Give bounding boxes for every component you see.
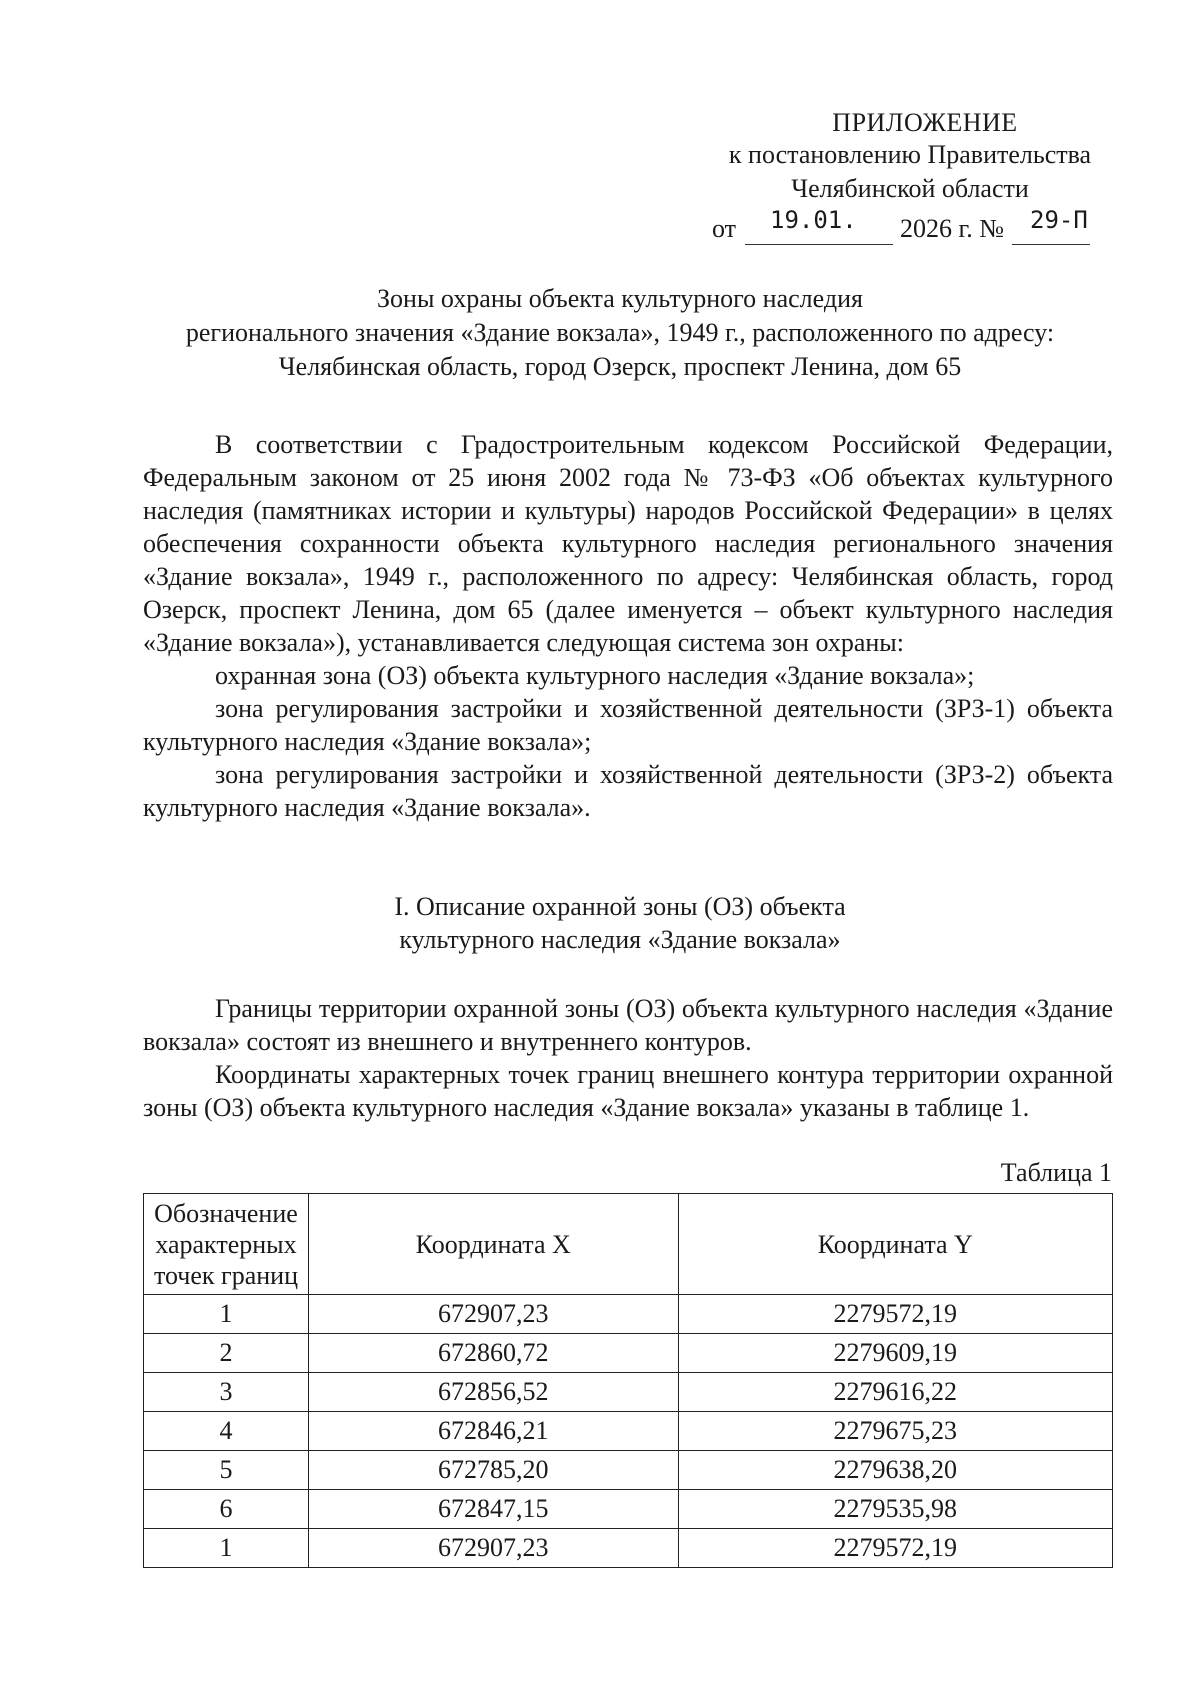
cell-x: 672785,20: [308, 1451, 678, 1490]
zone-oz-item: охранная зона (ОЗ) объекта культурного наследия «Здание вокзала»;: [215, 661, 975, 690]
document-title: [140, 282, 1100, 384]
zone-zrz1-item: зона регулирования застройки и хозяйственной деятельности (ЗРЗ-1) объекта культурного наследия «Здание вокзала»;: [143, 694, 1113, 756]
cell-x: 672856,52: [308, 1373, 678, 1412]
intro-paragraph: В соответствии с Градостроительным кодексом Российской Федерации, Федеральным законом от 25 июня 2002 года № 73-ФЗ «Об объектах культурного наследия (памятниках истории и культуры) народов Российской Федерации» в целях обеспечения сохранности объекта культурного наследия регионального значения «Здание вокзала», 1949 г., расположенного по адресу: Челябинская область, город Озерск, проспект Ленина, дом 65 (далее именуется – объект культурного наследия «Здание вокзала»), устанавливается следующая система зон охраны:: [143, 430, 1113, 657]
header-y: Координата Y: [678, 1194, 1112, 1295]
zone-zrz2-item: зона регулирования застройки и хозяйственной деятельности (ЗРЗ-2) объекта культурного наследия «Здание вокзала».: [143, 760, 1113, 822]
cell-y: 2279535,98: [678, 1490, 1112, 1529]
table-row: [144, 1295, 1113, 1334]
cell-x: 672907,23: [308, 1529, 678, 1568]
cell-point: 3: [144, 1373, 309, 1412]
number-underline: [1012, 244, 1090, 245]
table-header-row: [144, 1194, 1113, 1295]
cell-point: 1: [144, 1295, 309, 1334]
decree-number: 29-П: [1030, 206, 1088, 234]
table-row: [144, 1490, 1113, 1529]
section-1-title: [140, 890, 1100, 956]
document-title-line-3: Челябинская область, город Озерск, проспект Ленина, дом 65: [278, 352, 962, 381]
document-title-line-2: регионального значения «Здание вокзала», 1949 г., расположенного по адресу:: [185, 318, 1055, 347]
cell-point: 2: [144, 1334, 309, 1373]
cell-y: 2279616,22: [678, 1373, 1112, 1412]
decree-year: 2026 г. №: [900, 214, 1005, 243]
cell-y: 2279675,23: [678, 1412, 1112, 1451]
cell-y: 2279572,19: [678, 1295, 1112, 1334]
date-underline: [745, 244, 893, 245]
appendix-header: [700, 108, 1120, 242]
cell-x: 672847,15: [308, 1490, 678, 1529]
cell-x: 672907,23: [308, 1295, 678, 1334]
cell-x: 672860,72: [308, 1334, 678, 1373]
table-row: [144, 1451, 1113, 1490]
cell-y: 2279609,19: [678, 1334, 1112, 1373]
appendix-line-2: Челябинской области: [791, 174, 1029, 203]
cell-point: 4: [144, 1412, 309, 1451]
header-point: Обозначение характерных точек границ: [144, 1194, 309, 1295]
appendix-line-1: к постановлению Правительства: [728, 140, 1092, 169]
intro-body: [143, 428, 1113, 824]
header-x: Координата X: [308, 1194, 678, 1295]
cell-point: 6: [144, 1490, 309, 1529]
decree-date: 19.01.: [770, 206, 857, 234]
section-1-body: [143, 992, 1113, 1124]
section-1-paragraph-1: Границы территории охранной зоны (ОЗ) объекта культурного наследия «Здание вокзала» состоят из внешнего и внутреннего контуров.: [143, 994, 1113, 1056]
cell-point: 1: [144, 1529, 309, 1568]
cell-y: 2279572,19: [678, 1529, 1112, 1568]
cell-x: 672846,21: [308, 1412, 678, 1451]
section-1-paragraph-2: Координаты характерных точек границ внешнего контура территории охранной зоны (ОЗ) объекта культурного наследия «Здание вокзала» указаны в таблице 1.: [143, 1060, 1113, 1122]
document-title-line-1: Зоны охраны объекта культурного наследия: [377, 284, 863, 313]
table-row: [144, 1529, 1113, 1568]
cell-point: 5: [144, 1451, 309, 1490]
table-caption: Таблица 1: [1000, 1158, 1112, 1187]
table-row: [144, 1373, 1113, 1412]
table-row: [144, 1334, 1113, 1373]
section-1-title-line-1: I. Описание охранной зоны (ОЗ) объекта: [394, 892, 846, 921]
cell-y: 2279638,20: [678, 1451, 1112, 1490]
appendix-date-line: [700, 208, 1120, 242]
table-row: [144, 1412, 1113, 1451]
appendix-title: ПРИЛОЖЕНИЕ: [832, 108, 1018, 137]
coordinates-table: [143, 1193, 1113, 1568]
date-prefix: от: [712, 214, 737, 243]
section-1-title-line-2: культурного наследия «Здание вокзала»: [399, 925, 841, 954]
